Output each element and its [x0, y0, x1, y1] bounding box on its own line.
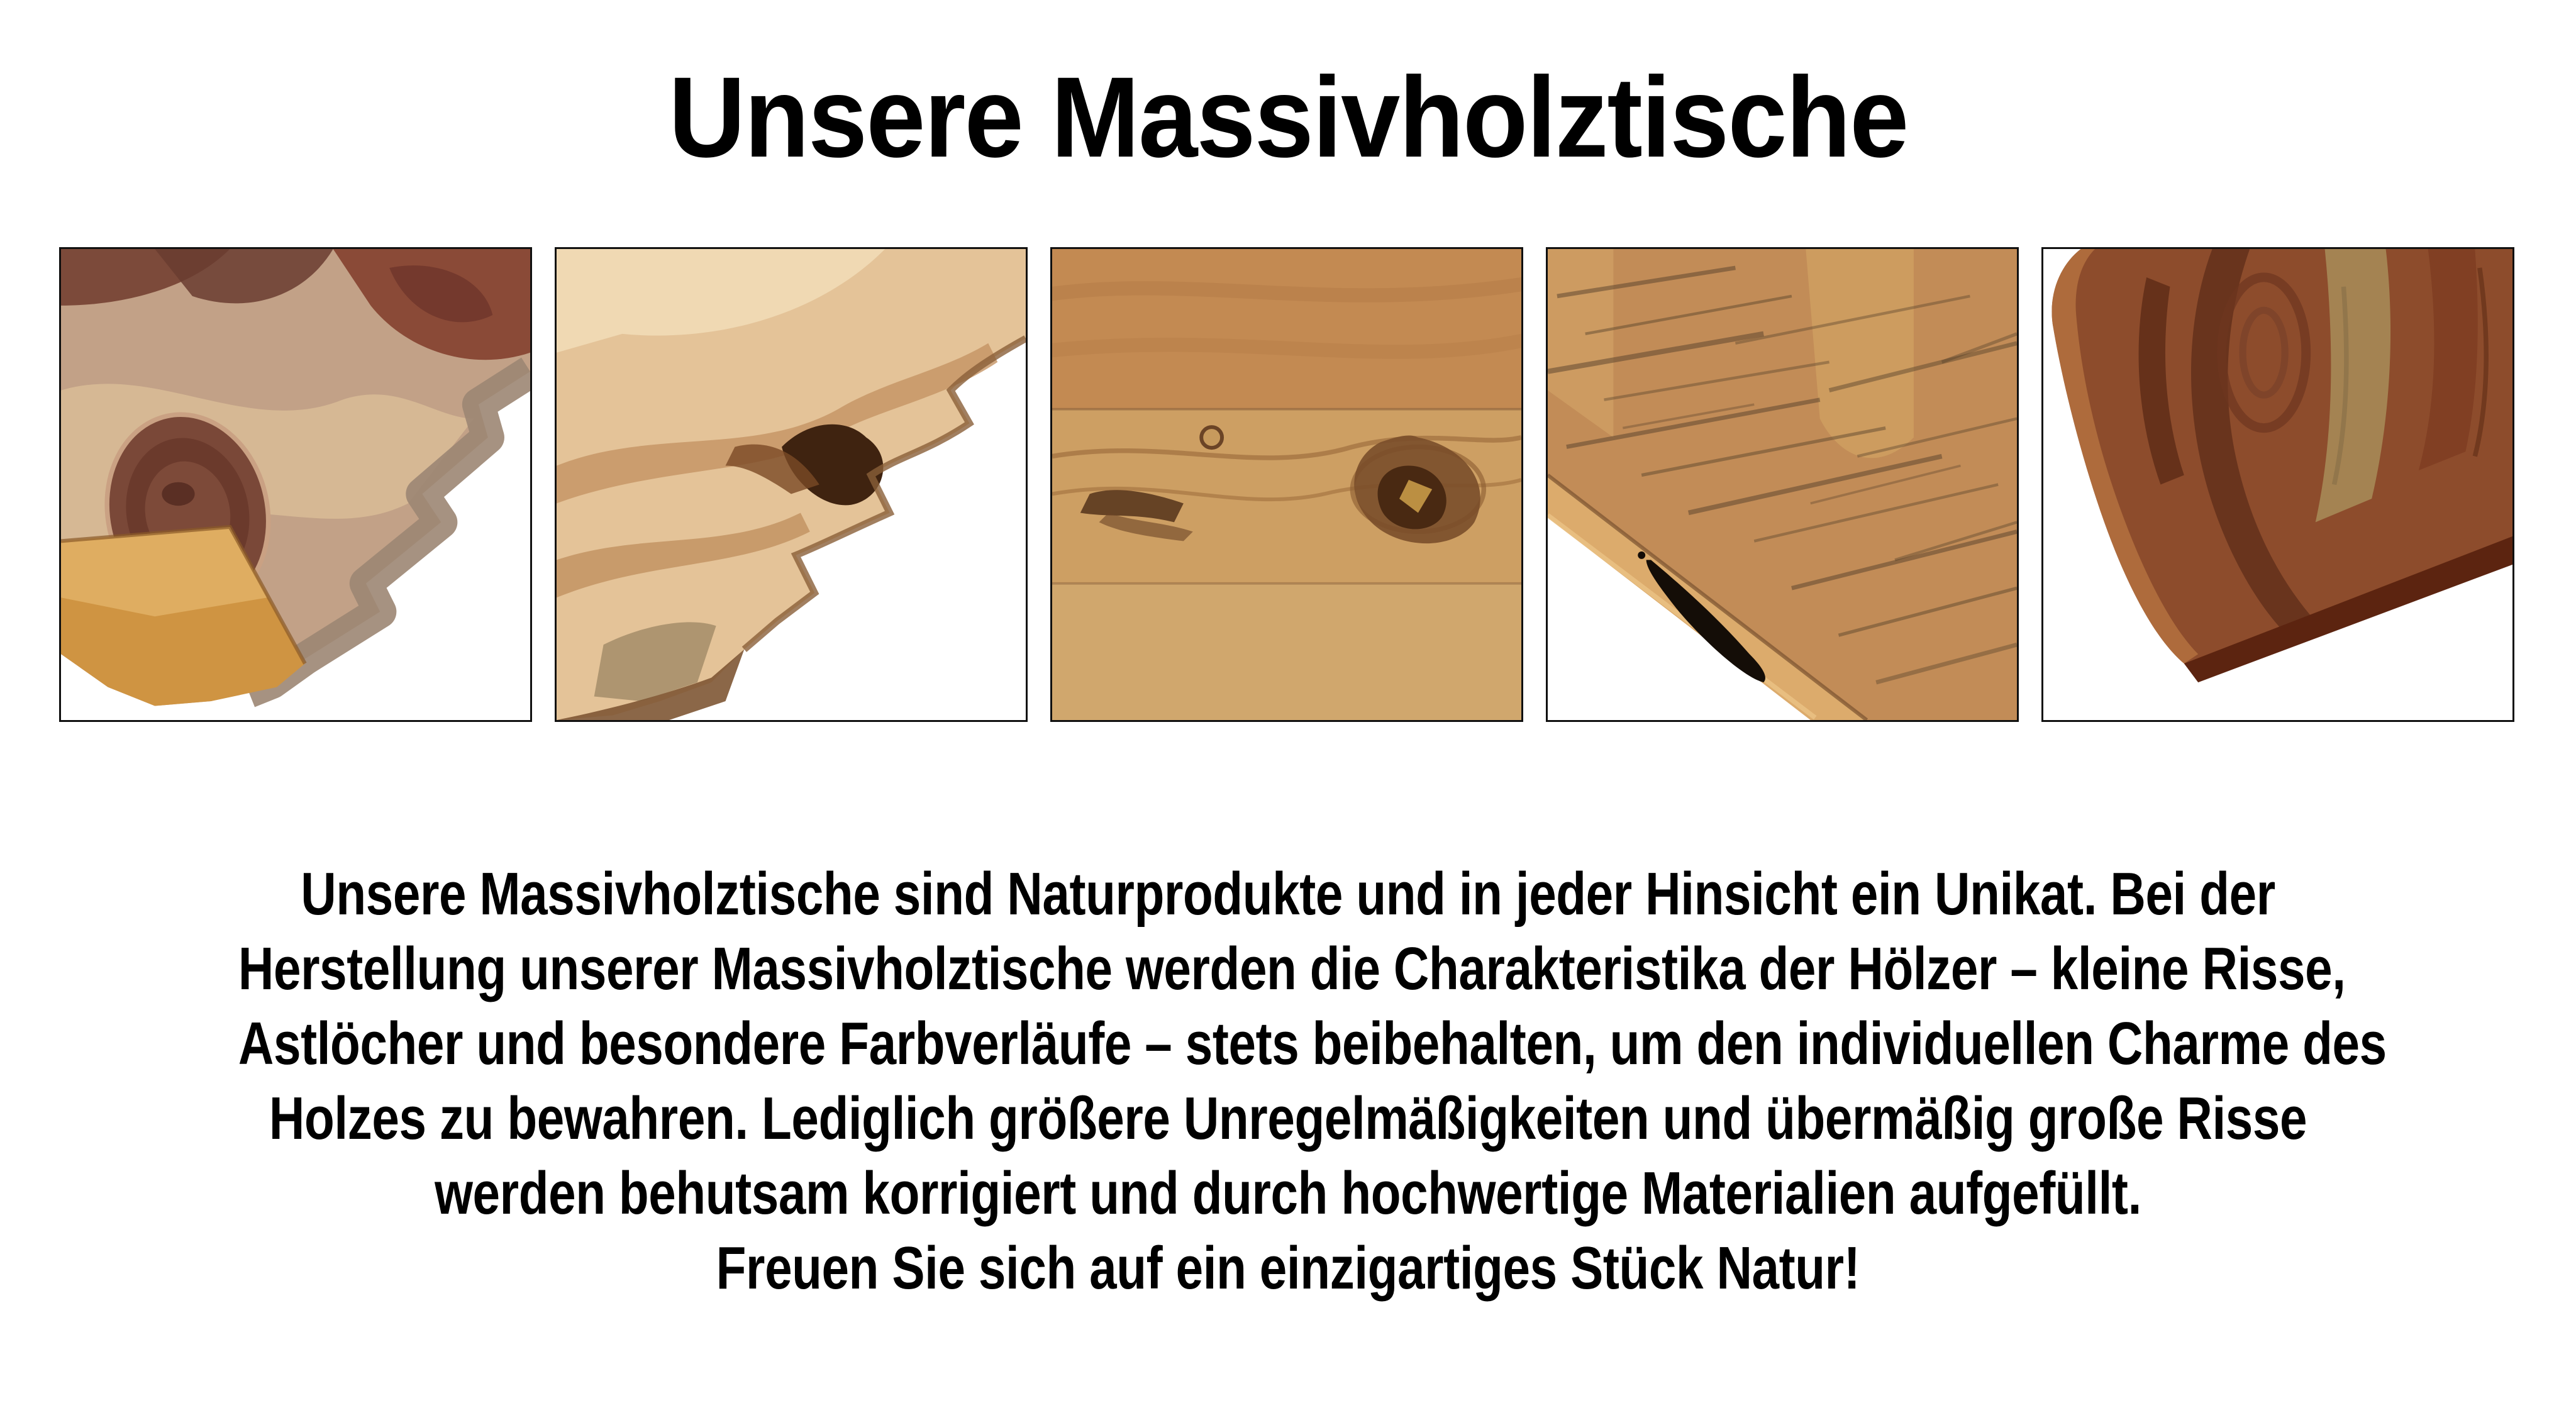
description-line: Astlöcher und besondere Farbverläufe – stets beibehalten, um den individuellen Charme des	[238, 1010, 2387, 1077]
description-line: Holzes zu bewahren. Lediglich größere Unregelmäßigkeiten und übermäßig große Risse	[269, 1085, 2307, 1152]
wood-photo-1	[61, 249, 530, 720]
wood-photo-frame-2	[555, 247, 1028, 722]
wood-photo-3	[1052, 249, 1521, 720]
description-line: Unsere Massivholztische sind Naturprodukte und in jeder Hinsicht ein Unikat. Bei der	[301, 860, 2275, 928]
page-title	[0, 48, 2576, 223]
wood-photo-frame-3	[1050, 247, 1523, 722]
wood-photo-frame-5	[2041, 247, 2514, 722]
description-text	[238, 857, 2387, 1306]
wood-photo-frame-1	[59, 247, 532, 722]
wood-photo-4	[1548, 249, 2017, 720]
wood-photo-frame-4	[1546, 247, 2019, 722]
description-line: werden behutsam korrigiert und durch hochwertige Materialien aufgefüllt.	[435, 1160, 2141, 1227]
description-line: Freuen Sie sich auf ein einzigartiges Stück Natur!	[716, 1234, 1860, 1302]
wood-photo-5	[2043, 249, 2512, 720]
wood-photo-2	[557, 249, 1026, 720]
wood-sample-gallery	[59, 247, 2514, 722]
page-title-text: Unsere Massivholztische	[668, 53, 1908, 181]
description-line: Herstellung unserer Massivholztische werden die Charakteristika der Hölzer – kleine Risse,	[238, 935, 2346, 1002]
